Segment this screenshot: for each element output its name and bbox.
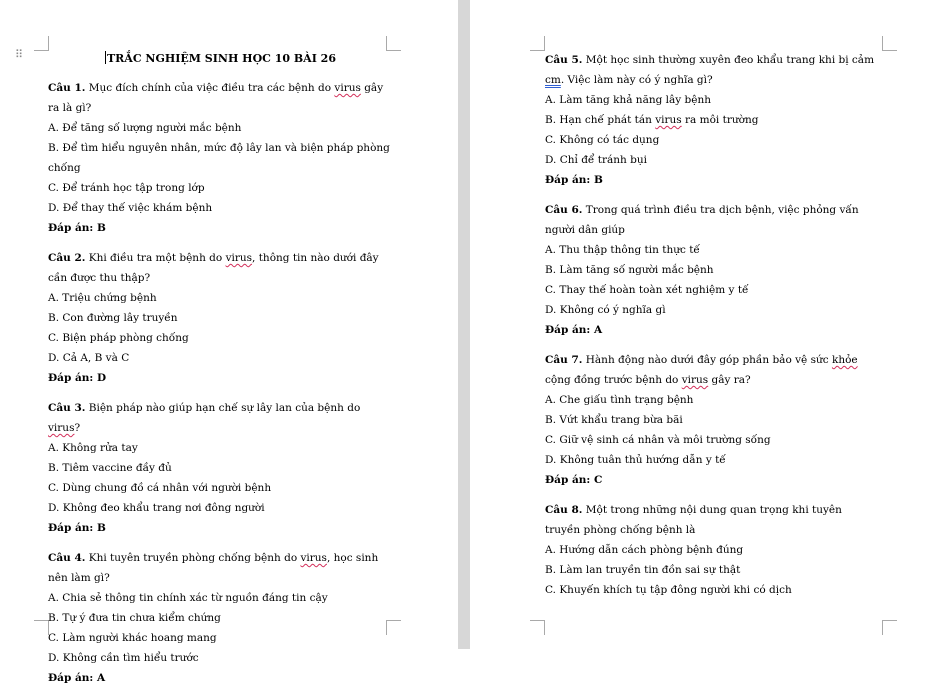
document-title[interactable] [48,50,393,70]
spellcheck-word[interactable]: virus [225,252,253,264]
document-title-text[interactable]: TRẮC NGHIỆM SINH HỌC 10 BÀI 26 [106,52,336,65]
question-text-part: Mục đích chính của việc điều tra các bệnh do [85,82,335,94]
question-number: Câu 5. [545,54,583,66]
question-block [545,50,880,190]
question-block [48,398,393,538]
answer-label: Đáp án: [48,372,94,384]
page-corner-mark [34,620,49,635]
answer-option[interactable]: B. Vứt khẩu trang bừa bãi [545,414,683,426]
answer-option[interactable]: B. Con đường lây truyền [48,312,178,324]
answer-option[interactable]: A. Che giấu tình trạng bệnh [545,394,694,406]
answer-option[interactable]: A. Triệu chứng bệnh [48,292,157,304]
answer-option[interactable]: D. Để thay thế việc khám bệnh [48,202,213,214]
answer-option[interactable]: C. Để tránh học tập trong lớp [48,182,205,194]
question-text[interactable] [48,398,393,438]
question-block [545,350,880,490]
question-text-part: Biện pháp nào giúp hạn chế sự lây lan của bệnh do [85,402,361,414]
document-page-left[interactable] [0,0,458,684]
answer-key[interactable] [48,218,393,238]
answer-option[interactable]: C. Làm người khác hoang mang [48,632,217,644]
answer-option[interactable]: A. Để tăng số lượng người mắc bệnh [48,122,242,134]
answer-option[interactable]: D. Cả A, B và C [48,352,130,364]
answer-value: D [96,372,107,384]
question-number: Câu 6. [545,204,583,216]
question-text-part: , học sinh nên làm gì? [48,552,379,584]
answer-option[interactable]: C. Dùng chung đồ cá nhân với người bệnh [48,482,272,494]
answer-value: A [593,324,603,336]
answer-label: Đáp án: [545,324,591,336]
question-number: Câu 1. [48,82,86,94]
spellcheck-word[interactable]: khỏe [831,354,858,366]
page-corner-mark [882,620,897,635]
page-content-left[interactable] [48,50,393,698]
answer-key[interactable] [48,668,393,688]
answer-option[interactable]: C. Khuyến khích tụ tập đông người khi có dịch [545,584,792,596]
answer-option[interactable]: C. Giữ vệ sinh cá nhân và môi trường sống [545,434,771,446]
grammar-flag-word[interactable]: cm [545,74,561,86]
question-block [545,200,880,340]
answer-label: Đáp án: [545,474,591,486]
question-text[interactable] [545,350,880,390]
answer-label: Đáp án: [48,222,94,234]
question-number: Câu 2. [48,252,86,264]
question-text-part: , thông tin nào dưới đây cần được thu thập? [48,252,379,284]
answer-value: C [593,474,603,486]
answer-option[interactable]: D. Chỉ để tránh bụi [545,154,647,166]
drag-handle-icon[interactable]: ⠿ [15,48,24,61]
question-text-part: Một trong những nội dung quan trọng khi tuyên truyền phòng chống bệnh là [545,504,842,536]
question-text[interactable] [48,548,393,588]
page-content-right[interactable] [545,50,880,610]
question-text-part: Khi điều tra một bệnh do [85,252,226,264]
question-text-part: gây ra? [708,374,751,386]
question-text-part: Hành động nào dưới đây góp phần bảo vệ sức [582,354,832,366]
answer-key[interactable] [48,518,393,538]
answer-key[interactable] [545,470,880,490]
answer-option[interactable]: C. Biện pháp phòng chống [48,332,189,344]
answer-label: Đáp án: [48,522,94,534]
answer-option[interactable]: D. Không đeo khẩu trang nơi đông người [48,502,265,514]
answer-option[interactable]: B. Làm tăng số người mắc bệnh [545,264,714,276]
answer-label: Đáp án: [545,174,591,186]
answer-option[interactable]: C. Thay thế hoàn toàn xét nghiệm y tế [545,284,749,296]
page-corner-mark [34,36,49,51]
question-block [48,548,393,688]
page-gutter [458,0,470,649]
question-text-part: gây ra là gì? [48,82,384,114]
answer-value: B [593,174,603,186]
question-number: Câu 4. [48,552,86,564]
answer-option[interactable]: D. Không tuân thủ hướng dẫn y tế [545,454,726,466]
answer-option[interactable]: A. Làm tăng khả năng lây bệnh [545,94,712,106]
answer-option[interactable]: A. Thu thập thông tin thực tế [545,244,700,256]
answer-option[interactable]: A. Không rửa tay [48,442,138,454]
question-text[interactable] [48,78,393,118]
answer-key[interactable] [545,170,880,190]
answer-option[interactable]: B. Làm lan truyền tin đồn sai sự thật [545,564,741,576]
question-text-part: . Việc làm này có ý nghĩa gì? [560,74,713,86]
answer-key[interactable] [48,368,393,388]
question-text-part: Trong quá trình điều tra dịch bệnh, việc phỏng vấn người dân giúp [545,204,859,236]
question-number: Câu 7. [545,354,583,366]
spellcheck-word[interactable]: virus [48,422,75,434]
text-cursor [105,51,106,64]
spellcheck-word[interactable]: virus [681,374,709,386]
question-number: Câu 3. [48,402,86,414]
answer-option[interactable]: B. Tiêm vaccine đầy đủ [48,462,172,474]
spellcheck-word[interactable]: virus [655,114,682,126]
answer-option[interactable]: C. Không có tác dụng [545,134,660,146]
page-corner-mark [882,36,897,51]
answer-option[interactable]: A. Chia sẻ thông tin chính xác từ nguồn đáng tin cậy [48,592,328,604]
question-block [545,500,880,600]
question-text-part: ? [74,422,81,434]
question-text[interactable] [545,200,880,240]
answer-value: B [96,522,106,534]
page-corner-mark [530,36,545,51]
question-number: Câu 8. [545,504,583,516]
answer-option[interactable]: A. Hướng dẫn cách phòng bệnh đúng [545,544,744,556]
page-corner-mark [386,36,401,51]
answer-value: B [96,222,106,234]
question-text[interactable] [48,248,393,288]
question-text-part: Một học sinh thường xuyên đeo khẩu trang khi bị cảm [582,54,875,66]
question-text[interactable] [545,500,880,540]
answer-option[interactable]: D. Không có ý nghĩa gì [545,304,666,316]
question-block [48,78,393,238]
answer-value: A [96,672,106,684]
spellcheck-word[interactable]: virus [300,552,327,564]
answer-label: Đáp án: [48,672,94,684]
question-block [48,248,393,388]
question-text[interactable] [545,50,880,90]
answer-option[interactable]: B. Tự ý đưa tin chưa kiểm chứng [48,612,221,624]
page-corner-mark [530,620,545,635]
question-text-part: cộng đồng trước bệnh do [545,374,682,386]
spellcheck-word[interactable]: virus [334,82,361,94]
answer-option[interactable]: D. Không cần tìm hiểu trước [48,652,199,664]
answer-option[interactable]: B. Hạn chế phát tán virus ra môi trường [545,114,759,126]
answer-option[interactable]: B. Để tìm hiểu nguyên nhân, mức độ lây lan và biện pháp phòng chống [48,142,390,174]
question-text-part: Khi tuyên truyền phòng chống bệnh do [85,552,301,564]
answer-key[interactable] [545,320,880,340]
